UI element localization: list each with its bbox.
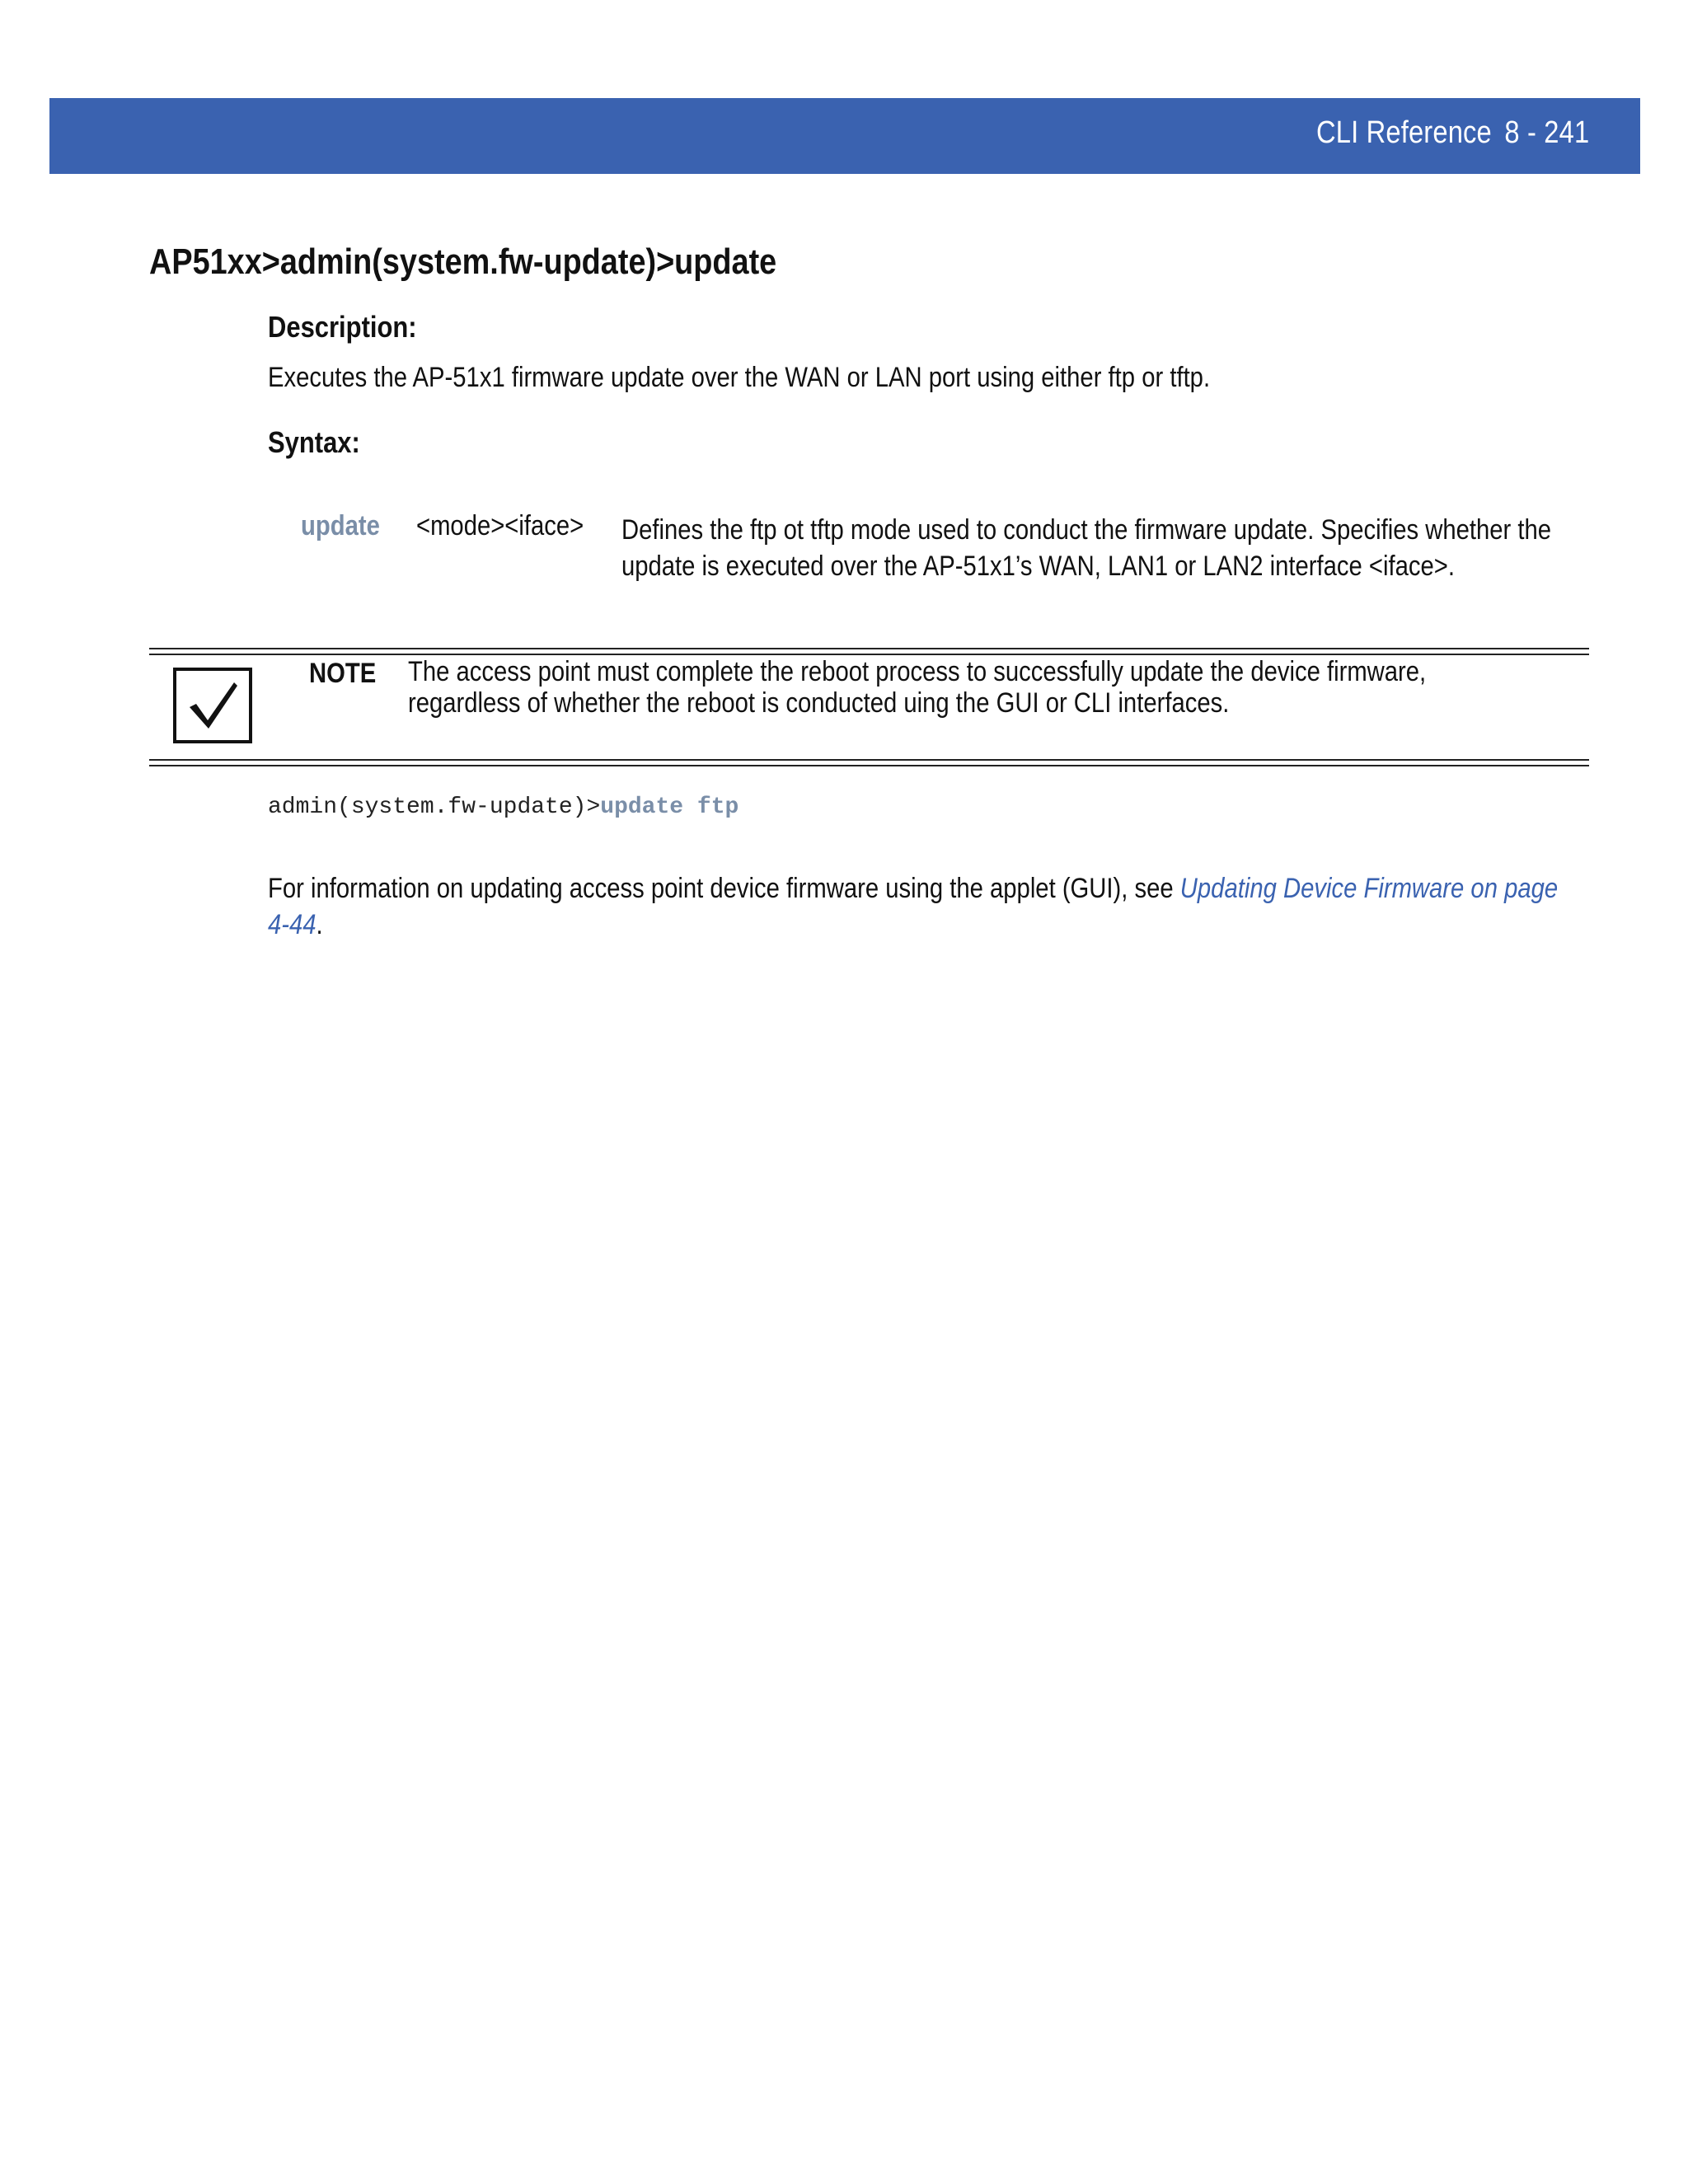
syntax-description — [621, 512, 1592, 584]
info-text: For information on updating access point device firmware using the applet (GUI), see — [268, 873, 1180, 904]
syntax-command: update — [301, 510, 380, 541]
page-header-text — [1316, 115, 1589, 151]
note-check-icon — [173, 668, 252, 743]
description-text: Executes the AP-51x1 firmware update over the WAN or LAN port using either ftp or tftp. — [268, 362, 1211, 393]
note-bottom-rule — [149, 759, 1589, 761]
syntax-description-line: update is executed over the AP-51x1’s WAN, LAN1 or LAN2 interface <iface>. — [621, 551, 1455, 582]
header-section-title: CLI Reference — [1315, 115, 1492, 150]
example-command: update ftp — [600, 794, 739, 820]
command-title: AP51xx>admin(system.fw-update)>update — [149, 241, 777, 282]
note-bottom-rule — [149, 765, 1589, 766]
note-text — [408, 656, 1426, 719]
description-heading: Description: — [268, 310, 417, 344]
syntax-description-line: Defines the ftp ot tftp mode used to conduct the firmware update. Specifies whether the — [621, 514, 1552, 546]
note-text-line: The access point must complete the reboot process to successfully update the device firmware, — [408, 656, 1427, 687]
page-header-bar — [49, 98, 1640, 174]
header-page-number: 8 - 241 — [1504, 115, 1589, 150]
example-code — [268, 793, 738, 823]
info-line — [268, 870, 1558, 907]
info-paragraph — [268, 870, 1558, 943]
note-label: NOTE — [309, 658, 377, 689]
note-top-rule — [149, 648, 1589, 649]
info-line — [268, 907, 1558, 943]
firmware-link[interactable]: Updating Device Firmware on page — [1179, 873, 1559, 904]
syntax-args: <mode><iface> — [416, 510, 584, 541]
info-suffix: . — [316, 909, 323, 940]
syntax-heading: Syntax: — [268, 425, 360, 459]
example-prompt: admin(system.fw-update)> — [268, 794, 601, 820]
note-text-line: regardless of whether the reboot is conducted uing the GUI or CLI interfaces. — [408, 687, 1230, 719]
firmware-link-page[interactable]: 4-44 — [268, 909, 316, 940]
